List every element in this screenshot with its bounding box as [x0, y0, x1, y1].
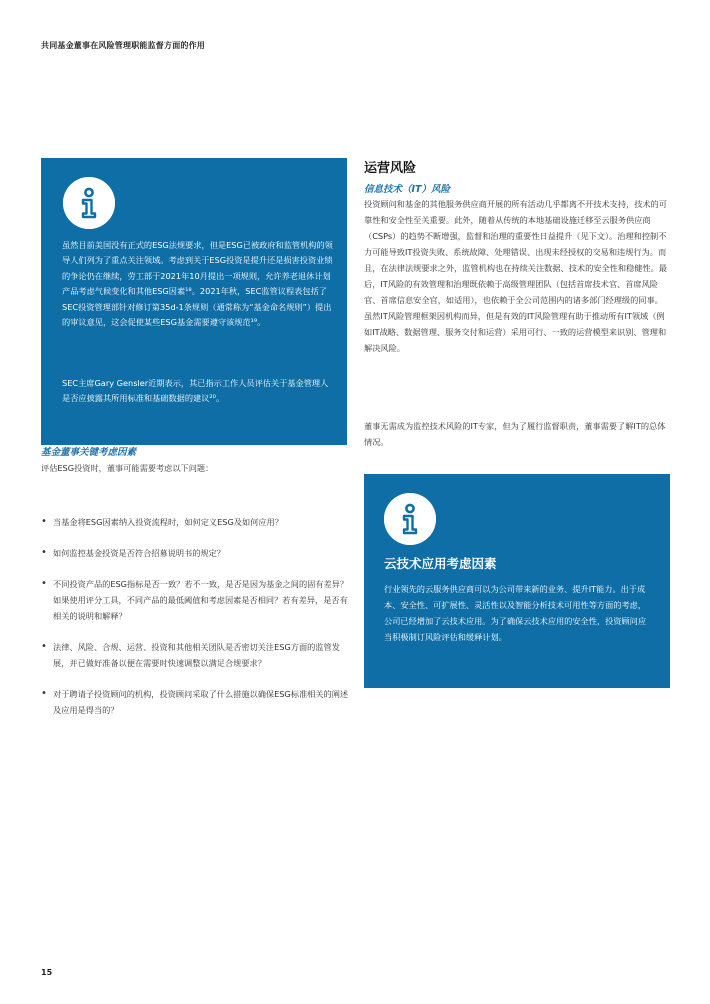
list-item: • 法律、风险、合规、运营、投资和其他相关团队是否密切关注ESG方面的监管发展，并已做好准备以便在需要时快速调整以满足合规要求？ — [41, 639, 351, 671]
esg-info-box — [41, 158, 347, 445]
list-item: • 当基金将ESG因素纳入投资流程时，如何定义ESG及如何应用？ — [41, 514, 351, 530]
it-risk-subheading: 信息技术（IT）风险 — [364, 184, 451, 195]
operational-risk-heading: 运营风险 — [364, 161, 417, 176]
list-item: • 如何监控基金投资是否符合招募说明书的规定？ — [41, 545, 351, 561]
cloud-box-title: 云技术应用考虑因素 — [384, 556, 497, 571]
it-risk-paragraph: 董事无需成为监控技术风险的IT专家，但为了履行监督职责，董事需要了解IT的总体情况。 — [364, 421, 666, 447]
it-risk-paragraph: 投资顾问和基金的其他服务供应商开展的所有活动几乎都离不开技术支持，技术的可靠性和安全性至关重要。此外，随着从传统的本地基础设施迁移至云服务供应商（CSPs）的趋势不断增强，监督和治理的重要性日益提升（见下文）。治理和控制不力可能导致IT投资失败、系统故障、处理错误、出现未经授权的交易和违规行为。而且，在法律法规要求之外，监管机构也在持续关注数据、技术的安全性和稳健性。最后，IT风险的有效管理和治理既依赖于高级管理团队（包括首席技术官、首席风险官、首席信息安全官，如适用），也依赖于全公司范围内的诸多部门经理级的同事。虽然IT风险管理框架因机构而异，但是有效的IT风险管理有助于推动所有IT领域（例如IT战略、数据管理、服务交付和运营）采用可行、一致的运营模型来识别、管理和解决风险。 — [364, 199, 667, 353]
page-header-title: 共同基金董事在风险管理职能监督方面的作用 — [41, 41, 205, 50]
cloud-box-paragraph: 行业领先的云服务供应商可以为公司带来新的业务、提升IT能力。出于成本、安全性、可扩展性、灵活性以及智能分析技术可用性等方面的考虑，公司已经增加了云技术应用。为了确保云技术应用的安全性，投资顾问应当积极制订风险评估和缓释计划。 — [384, 584, 647, 642]
list-item: • 对于聘请子投资顾问的机构，投资顾问采取了什么措施以确保ESG标准相关的阐述及应用是得当的？ — [41, 686, 351, 718]
cloud-info-box — [364, 474, 670, 688]
esg-box-paragraph: 虽然目前美国没有正式的ESG法规要求，但是ESG已被政府和监管机构的领导人们列为了重点关注领域。考虑到关于ESG投资是提升还是损害投资业绩的争论仍在继续，劳工部于2021年10月提出一项规则，允许养老退休计划产品考虑气候变化和其他ESG因素¹⁸。2021年秋，SEC监管议程表包括了SEC投资管理部针对修订第35d-1条规则（通常称为“基金命名规则”）提出的审议意见，这会促使某些ESG基金需要遵守该规范¹⁹。 — [62, 240, 333, 328]
esg-box-paragraph: SEC主席Gary Gensler近期表示，其已指示工作人员评估关于基金管理人是否应披露其所用标准和基础数据的建议²⁰。 — [62, 378, 329, 404]
key-considerations-heading: 基金董事关键考虑因素 — [41, 447, 137, 458]
list-item: • 不同投资产品的ESG指标是否一致？若不一致，是否是因为基金之间的固有差异？如果使用评分工具，不同产品的最低阈值和考虑因素是否相同？若有差异，是否有相关的说明和解释？ — [41, 576, 351, 624]
page-number: 15 — [41, 968, 53, 977]
info-icon — [384, 493, 436, 545]
info-icon — [63, 177, 115, 229]
key-considerations-intro: 评估ESG投资时，董事可能需要考虑以下问题： — [41, 463, 214, 473]
key-considerations-list — [41, 514, 351, 733]
